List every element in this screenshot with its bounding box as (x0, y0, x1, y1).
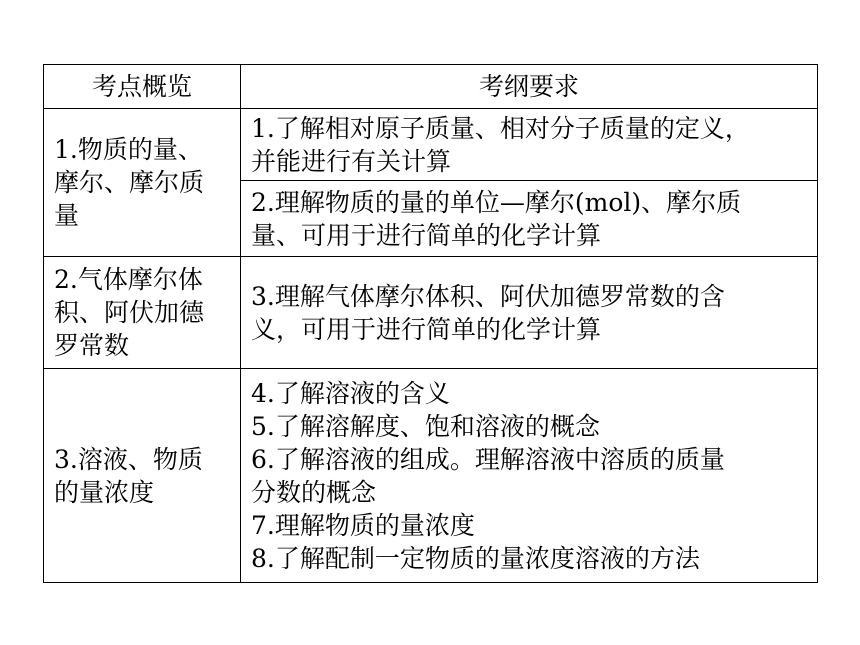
header-syllabus-requirements: 考纲要求 (241, 65, 818, 109)
requirement-line: 量、可用于进行简单的化学计算 (251, 220, 602, 250)
requirement-line: 义，可用于进行简单的化学计算 (251, 314, 602, 344)
header-topic-overview: 考点概览 (44, 65, 241, 109)
topic-cell-amount-of-substance (44, 109, 241, 257)
requirement-cell-2 (241, 181, 818, 257)
topic-line: 量 (54, 201, 80, 230)
requirement-line: 3.理解气体摩尔体积、阿伏加德罗常数的含 (251, 281, 725, 311)
requirement-line: 8.了解配制一定物质的量浓度溶液的方法 (251, 543, 700, 573)
topic-line: 积、阿伏加德 (54, 298, 205, 327)
table-row (44, 109, 818, 181)
topic-cell-molar-volume (44, 257, 241, 369)
topic-cell-solution-concentration (44, 369, 241, 583)
requirement-line: 分数的概念 (251, 477, 377, 507)
requirement-cell-4-8 (241, 369, 818, 583)
topic-line: 摩尔、摩尔质 (54, 168, 205, 197)
header-row (44, 65, 818, 109)
syllabus-table (43, 64, 818, 583)
topic-line: 1.物质的量、 (54, 135, 203, 164)
requirement-line: 4.了解溶液的含义 (251, 378, 450, 408)
requirement-cell-1 (241, 109, 818, 181)
requirement-line: 6.了解溶液的组成。理解溶液中溶质的质量 (251, 444, 725, 474)
requirement-line: 5.了解溶解度、饱和溶液的概念 (251, 411, 600, 441)
topic-line: 罗常数 (54, 331, 130, 360)
topic-line: 3.溶液、物质 (54, 444, 203, 474)
requirement-cell-3 (241, 257, 818, 369)
table-row (44, 369, 818, 583)
topic-line: 的量浓度 (54, 477, 155, 507)
topic-line: 2.气体摩尔体 (54, 265, 203, 294)
requirement-line: 2.理解物质的量的单位—摩尔(mol)、摩尔质 (251, 187, 742, 217)
table-row (44, 257, 818, 369)
requirement-line: 并能进行有关计算 (251, 146, 452, 176)
requirement-line: 7.理解物质的量浓度 (251, 510, 475, 540)
requirement-line: 1.了解相对原子质量、相对分子质量的定义， (251, 113, 750, 143)
